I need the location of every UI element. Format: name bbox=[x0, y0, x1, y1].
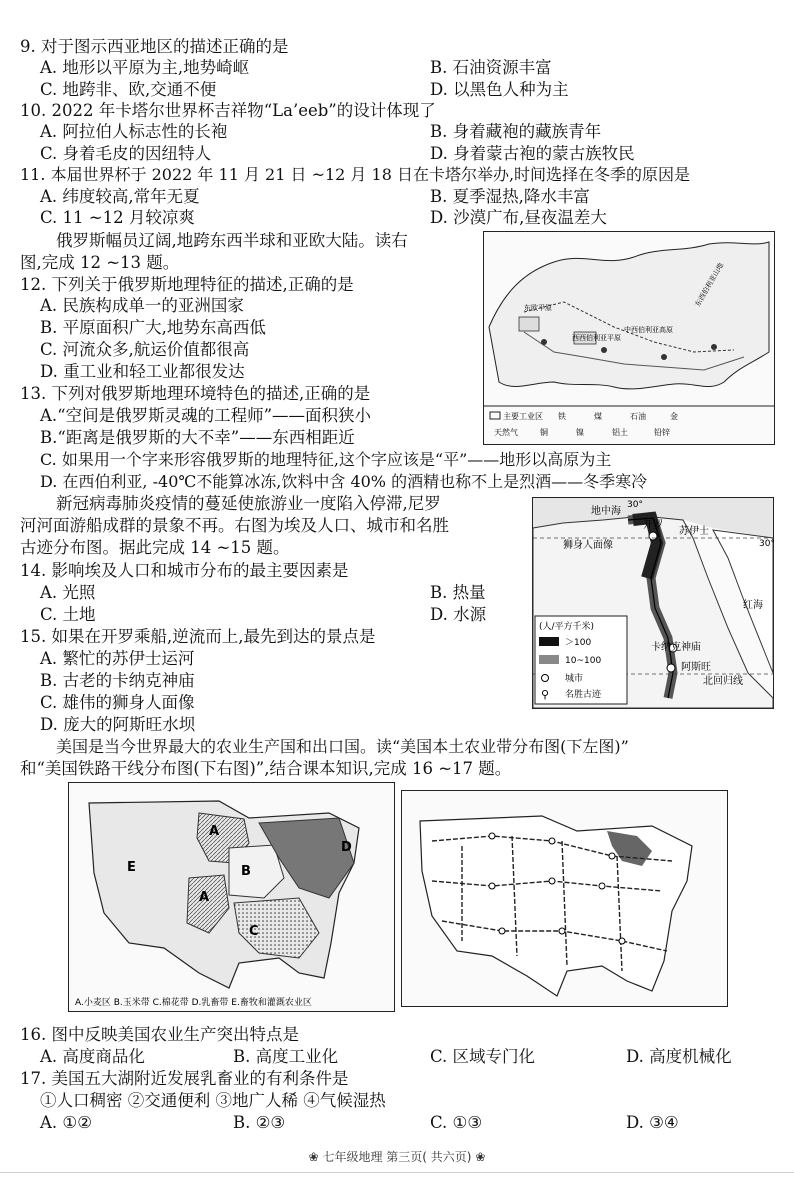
q14-option-d: D. 水源 bbox=[430, 605, 487, 624]
egypt-legend-high: ＞100 bbox=[565, 638, 592, 648]
q17-option-c: C. ①③ bbox=[430, 1113, 483, 1132]
q15-option-d: D. 庞大的阿斯旺水坝 bbox=[40, 715, 196, 734]
russia-intro-line1: 俄罗斯幅员辽阔,地跨东西半球和亚欧大陆。读右 bbox=[56, 231, 408, 250]
egypt-legend-site: 名胜古迹 bbox=[565, 690, 602, 700]
usa-agri-caption: A.小麦区 B.玉米带 C.棉花带 D.乳畜带 E.畜牧和灌溉农业区 bbox=[75, 998, 312, 1008]
q14-option-c: C. 土地 bbox=[40, 605, 96, 624]
q12-option-a: A. 民族构成单一的亚洲国家 bbox=[40, 296, 244, 315]
russia-label-east-mountains: 东西伯利亚山地 bbox=[693, 261, 726, 308]
usa-intro-line1: 美国是当今世界最大的农业生产国和出口国。读“美国本土农业带分布图(下左图)” bbox=[56, 737, 629, 756]
q11-stem: 11. 本届世界杯于 2022 年 11 月 21 日 ~12 月 18 日在卡塔尔举办,时间选择在冬季的原因是 bbox=[20, 165, 691, 184]
q11-option-a: A. 纬度较高,常年无夏 bbox=[40, 187, 200, 206]
egypt-karnak: 卡纳克神庙 bbox=[651, 642, 701, 653]
russia-legend-gold: 金 bbox=[670, 412, 678, 421]
egypt-intro-line1: 新冠病毒肺炎疫情的蔓延使旅游业一度陷入停滞,尼罗 bbox=[56, 494, 441, 513]
q15-option-b: B. 古老的卡纳克神庙 bbox=[40, 671, 195, 690]
egypt-legend-title: (人/平方千米) bbox=[539, 622, 595, 632]
usa-agriculture-map bbox=[68, 782, 395, 1012]
russia-legend-bauxite: 铝土 bbox=[612, 428, 628, 437]
russia-intro-line2: 图,完成 12 ~13 题。 bbox=[20, 253, 180, 272]
footer-rule bbox=[0, 1172, 794, 1173]
site-icon: ⚲ bbox=[541, 688, 550, 701]
q10-option-d: D. 身着蒙古袍的蒙古族牧民 bbox=[430, 144, 635, 163]
q13-option-d: D. 在西伯利亚, -40℃不能算冰冻,饮料中含 40% 的酒精也称不上是烈酒——冬季寒冷 bbox=[40, 472, 648, 491]
egypt-sea: 地中海 bbox=[591, 506, 621, 517]
q16-stem: 16. 图中反映美国农业生产突出特点是 bbox=[20, 1025, 299, 1044]
russia-label-west-siberia: 西西伯利亚平原 bbox=[572, 334, 621, 342]
russia-legend-nickel: 镍 bbox=[576, 428, 584, 437]
q10-option-b: B. 身着藏袍的藏族青年 bbox=[430, 122, 602, 141]
egypt-intro-line3: 古迹分布图。据此完成 14 ~15 题。 bbox=[20, 538, 290, 557]
q11-option-b: B. 夏季湿热,降水丰富 bbox=[430, 187, 590, 206]
egypt-tropic: 北回归线 bbox=[703, 676, 743, 687]
usa-railway-map bbox=[401, 790, 728, 1007]
egypt-legend-mid: 10~100 bbox=[565, 656, 602, 666]
q12-option-b: B. 平原面积广大,地势东高西低 bbox=[40, 318, 266, 337]
q10-stem: 10. 2022 年卡塔尔世界杯吉祥物“La’eeb”的设计体现了 bbox=[20, 101, 436, 120]
egypt-cairo: 开罗 bbox=[643, 520, 663, 531]
footer-ornament-right-icon: ❀ bbox=[475, 1150, 486, 1164]
egypt-suez: 苏伊士 bbox=[679, 526, 709, 537]
q15-option-a: A. 繁忙的苏伊士运河 bbox=[40, 649, 195, 668]
page-footer bbox=[0, 1148, 794, 1165]
q10-option-c: C. 身着毛皮的因纽特人 bbox=[40, 144, 212, 163]
russia-legend-oil: 石油 bbox=[630, 412, 646, 421]
russia-legend-leadzinc: 铅锌 bbox=[654, 428, 670, 437]
russia-label-plateau: 中西伯利亚高原 bbox=[624, 326, 673, 334]
footer-ornament-left-icon: ❀ bbox=[308, 1150, 323, 1164]
footer-text: 七年级地理 第三页( 共六页) bbox=[322, 1150, 472, 1164]
q17-option-a: A. ①② bbox=[40, 1113, 92, 1132]
q17-option-d: D. ③④ bbox=[626, 1113, 679, 1132]
russia-legend-gas: 天然气 bbox=[494, 428, 518, 437]
q11-option-d: D. 沙漠广布,昼夜温差大 bbox=[430, 208, 607, 227]
q12-stem: 12. 下列关于俄罗斯地理特征的描述,正确的是 bbox=[20, 275, 354, 294]
usa-railway-graphic bbox=[402, 791, 727, 1006]
q13-option-b: B.“距离是俄罗斯的大不幸”——东西相距近 bbox=[40, 428, 355, 447]
q10-option-a: A. 阿拉伯人标志性的长袍 bbox=[40, 122, 228, 141]
egypt-aswan: 阿斯旺 bbox=[681, 662, 711, 673]
q14-option-b: B. 热量 bbox=[430, 583, 486, 602]
q17-option-b: B. ②③ bbox=[233, 1113, 286, 1132]
q15-stem: 15. 如果在开罗乘船,逆流而上,最先到达的景点是 bbox=[20, 627, 376, 646]
usa-agri-label-c: C bbox=[249, 924, 259, 939]
q16-option-b: B. 高度工业化 bbox=[233, 1047, 339, 1066]
russia-legend-copper: 铜 bbox=[540, 428, 548, 437]
q13-option-c: C. 如果用一个字来形容俄罗斯的地理特征,这个字应该是“平”——地形以高原为主 bbox=[40, 450, 612, 469]
russia-legend-iron: 铁 bbox=[558, 412, 566, 421]
q14-option-a: A. 光照 bbox=[40, 583, 96, 602]
q17-stem: 17. 美国五大湖附近发展乳畜业的有利条件是 bbox=[20, 1069, 349, 1088]
russia-label-east-europe: 东欧平原 bbox=[524, 304, 552, 312]
egypt-map bbox=[532, 497, 774, 709]
usa-agri-label-a2: A bbox=[199, 890, 210, 905]
q16-option-c: C. 区域专门化 bbox=[430, 1047, 536, 1066]
q15-option-c: C. 雄伟的狮身人面像 bbox=[40, 693, 195, 712]
q9-option-c: C. 地跨非、欧,交通不便 bbox=[40, 80, 217, 99]
q9-option-b: B. 石油资源丰富 bbox=[430, 58, 552, 77]
q13-option-a: A.“空间是俄罗斯灵魂的工程师”——面积狭小 bbox=[40, 406, 372, 425]
russia-map bbox=[483, 231, 775, 445]
egypt-red-sea: 红海 bbox=[743, 600, 763, 611]
usa-agri-label-d: D bbox=[341, 840, 352, 855]
q14-stem: 14. 影响埃及人口和城市分布的最主要因素是 bbox=[20, 561, 349, 580]
usa-agri-label-e: E bbox=[127, 860, 136, 875]
egypt-sphinx: 狮身人面像 bbox=[563, 540, 613, 551]
russia-legend-industry: 主要工业区 bbox=[503, 412, 543, 421]
egypt-lat-right: 30° bbox=[759, 539, 775, 549]
q9-option-d: D. 以黑色人种为主 bbox=[430, 80, 569, 99]
q16-option-a: A. 高度商品化 bbox=[40, 1047, 145, 1066]
q17-statements: ①人口稠密 ②交通便利 ③地广人稀 ④气候湿热 bbox=[40, 1091, 386, 1110]
usa-agri-label-b: B bbox=[241, 864, 251, 879]
q12-option-d: D. 重工业和轻工业都很发达 bbox=[40, 362, 245, 381]
q11-option-c: C. 11 ~12 月较凉爽 bbox=[40, 208, 195, 227]
russia-legend-coal: 煤 bbox=[594, 412, 602, 421]
usa-agri-label-a1: A bbox=[209, 824, 220, 839]
egypt-intro-line2: 河河面游船成群的景象不再。右图为埃及人口、城市和名胜 bbox=[20, 516, 449, 535]
q9-stem: 9. 对于图示西亚地区的描述正确的是 bbox=[20, 37, 289, 56]
q13-stem: 13. 下列对俄罗斯地理环境特色的描述,正确的是 bbox=[20, 384, 371, 403]
russia-map-graphic bbox=[484, 232, 774, 444]
egypt-legend-city: 城市 bbox=[565, 674, 584, 684]
q12-option-c: C. 河流众多,航运价值都很高 bbox=[40, 340, 250, 359]
q9-option-a: A. 地形以平原为主,地势崎岖 bbox=[40, 58, 250, 77]
q16-option-d: D. 高度机械化 bbox=[626, 1047, 732, 1066]
egypt-lat-top: 30° bbox=[627, 500, 643, 510]
egypt-map-graphic bbox=[533, 498, 773, 708]
usa-agriculture-graphic bbox=[69, 783, 394, 1011]
usa-intro-line2: 和“美国铁路干线分布图(下右图)”,结合课本知识,完成 16 ~17 题。 bbox=[20, 759, 512, 778]
